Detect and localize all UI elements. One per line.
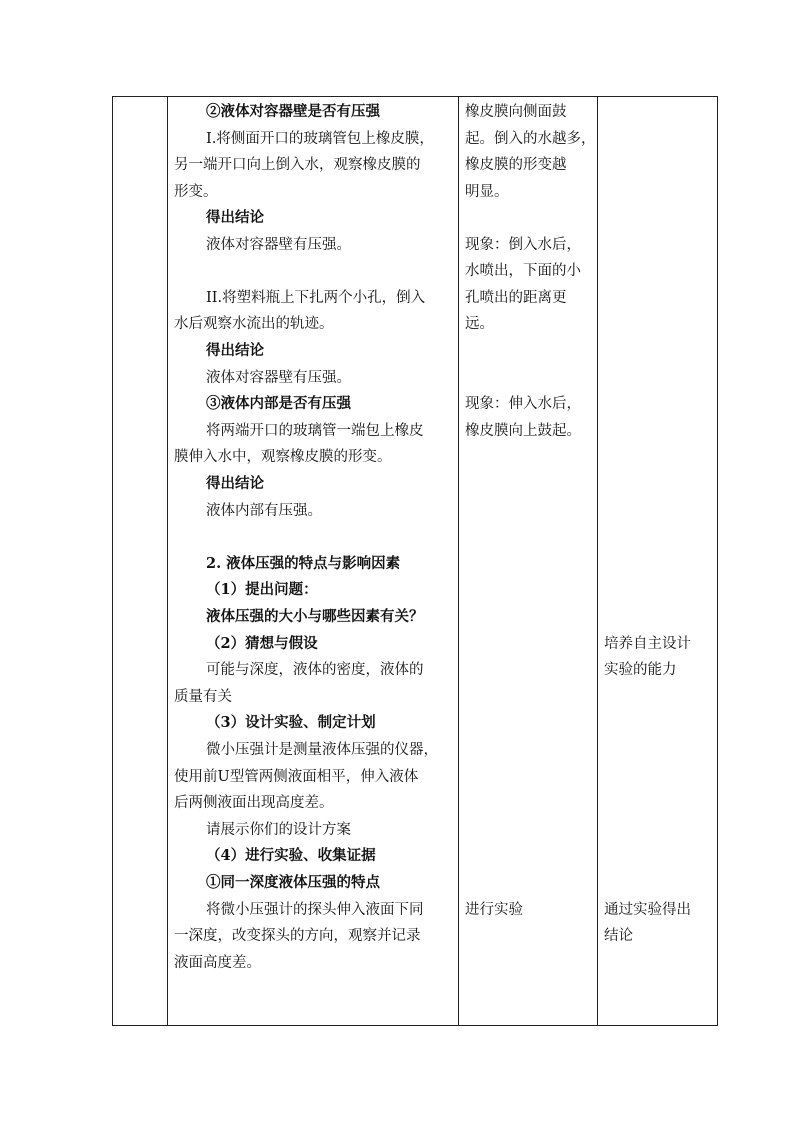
text-line: 形变。 [174,184,218,200]
text-line: II.将塑料瓶上下扎两个小孔，倒入 [206,290,426,306]
text-line: 请展示你们的设计方案 [206,822,351,838]
text-line: 膜伸入水中，观察橡皮膜的形变。 [174,449,392,465]
text-line: 将两端开口的玻璃管一端包上橡皮 [206,423,424,439]
table-cell-column-1 [113,97,167,1025]
text-line: 实验的能力 [604,662,677,678]
text-line: 橡皮膜向上鼓起。 [465,423,581,439]
text-line: 后两侧液面出现高度差。 [174,795,334,811]
text-line: 液体对容器壁有压强。 [206,370,351,386]
table-cell-student-activity [459,97,597,1025]
text-line: 明显。 [465,184,509,200]
text-line: 微小压强计是测量液体压强的仪器， [206,742,438,758]
section-heading: 2. 液体压强的特点与影响因素 [206,555,401,572]
text-line: 可能与深度，液体的密度，液体的 [206,662,424,678]
text-line: 现象：倒入水后， [465,237,581,253]
text-line: （1）提出问题： [206,581,318,598]
text-line: 使用前U型管两侧液面相平，伸入液体 [174,769,419,785]
text-line: ①同一深度液体压强的特点 [206,874,380,891]
text-line: 另一端开口向上倒入水，观察橡皮膜的 [174,157,421,173]
text-line: 进行实验 [465,902,523,918]
text-line: 水喷出，下面的小 [465,263,581,279]
text-line: 橡皮膜的形变越 [465,157,567,173]
text-line: 通过实验得出 [604,902,691,918]
text-line: 培养自主设计 [604,636,691,652]
text-line: 远。 [465,316,494,332]
text-line: I.将侧面开口的玻璃管包上橡皮膜， [206,131,434,147]
text-line: （3）设计实验、制定计划 [206,714,376,731]
text-line: 液体对容器壁有压强。 [206,237,351,253]
text-line: 质量有关 [174,689,232,705]
table-cell-design-intent [598,97,717,1025]
table-cell-teaching-process [168,97,458,1025]
text-line: 水后观察水流出的轨迹。 [174,316,334,332]
text-line: ③液体内部是否有压强 [206,395,351,412]
text-line: （4）进行实验、收集证据 [206,847,376,864]
table-border-bottom [112,1025,718,1026]
text-line: 得出结论 [206,475,264,492]
text-line: 现象：伸入水后， [465,396,581,412]
text-line: 孔喷出的距离更 [465,290,567,306]
text-line: 液面高度差。 [174,955,261,971]
text-line: 将微小压强计的探头伸入液面下同 [206,902,424,918]
text-line: 结论 [604,928,633,944]
text-line: ②液体对容器壁是否有压强 [206,103,380,120]
text-line: 得出结论 [206,342,264,359]
text-line: 液体压强的大小与哪些因素有关？ [206,608,424,625]
text-line: 得出结论 [206,209,264,226]
text-line: （2）猜想与假设 [206,635,318,652]
text-line: 液体内部有压强。 [206,503,322,519]
text-line: 橡皮膜向侧面鼓 [465,104,567,120]
table-border-right [717,96,718,1026]
text-line: 一深度，改变探头的方向，观察并记录 [174,928,421,944]
text-line: 起。倒入的水越多， [465,131,596,147]
